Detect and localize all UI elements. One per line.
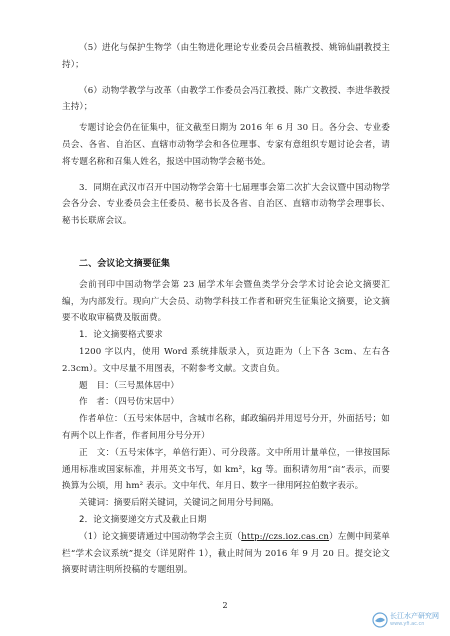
site-watermark — [372, 610, 444, 632]
document-body — [62, 40, 390, 579]
format-body: 正 文：（五号宋体字，单倍行距）、可分段落。文中所用计量单位，一律按国际通用标准或国家标准，并用英文书写，如 km²，kg 等。面积请勿用“亩”表示，而要换算为公顷，用 hm² 表示。文中年代、年月日、数字一律用阿拉伯数字表示。 — [62, 447, 390, 492]
format-author: 作 者：（四号仿宋居中） — [79, 397, 180, 408]
format-length: 1200 字以内，使用 Word 系统排版录入，页边距为（上下各 3cm、左右各 2.3cm）。文中尽量不用图表，不附参考文献。文责自负。 — [62, 346, 390, 374]
topic-item-6: （6）动物学教学与改革（由教学工作委员会冯江教授、陈广文教授、李进华教授主持）； — [62, 85, 390, 113]
format-title: 题 目：（三号黑体居中） — [79, 380, 180, 391]
format-heading: 1．论文摘要格式要求 — [79, 330, 163, 341]
abstracts-intro: 会前刊印中国动物学会第 23 届学术年会暨鱼类学分会学术讨论会论文摘要汇编，为内部发行。现向广大会员、动物学科技工作者和研究生征集论文摘要，论文摘要不收取审稿费及版面费。 — [62, 279, 390, 324]
watermark-url: www.yfi.ac.cn — [390, 621, 425, 627]
submission-method — [62, 529, 390, 579]
format-affiliation: 作者单位：（五号宋体居中，含城市名称，邮政编码并用逗号分开，外面括号；如有两个以上作者，作者间用分号分开） — [62, 414, 390, 441]
watermark-name: 长江水产研究网 — [390, 612, 439, 620]
section-heading-abstracts: 二、会议论文摘要征集 — [79, 258, 171, 269]
fish-logo-icon — [372, 612, 388, 628]
submission-lead: （1）论文摘要请通过中国动物学会主页（ — [79, 531, 242, 542]
topic-item-5: （5）进化与保护生物学（由生物进化理论专业委员会吕植教授、姚锦仙副教授主持）； — [62, 43, 390, 70]
symposium-notice: 专题讨论会仍在征集中，征文截至日期为 2016 年 6 月 30 日。各分会、专业委员会、各省、自治区、直辖市动物学会和各位理事、专家有意组织专题讨论会者，请将专题名称和召集人姓名，报送中国动物学会秘书处。 — [62, 123, 390, 167]
submission-heading: 2．论文摘要递交方式及截止日期 — [79, 514, 207, 525]
submission-rest: ）左侧中间菜单栏“学术会议系统”提交（详见附件 1），截止时间为 2016 年 9 月 20 日。提交论文摘要时请注明所投稿的专题组别。 — [62, 531, 391, 576]
society-homepage-link[interactable]: http://czs.ioz.cas.cn — [241, 531, 330, 542]
page-number: 2 — [222, 601, 228, 610]
format-keywords: 关键词：摘要后附关键词，关键词之间用分号间隔。 — [79, 498, 279, 509]
council-meeting-note: 3．同期在武汉市召开中国动物学会第十七届理事会第二次扩大会议暨中国动物学会各分会、专业委员会主任委员、秘书长及各省、自治区、直辖市动物学会理事长、秘书长联席会议。 — [62, 182, 390, 227]
